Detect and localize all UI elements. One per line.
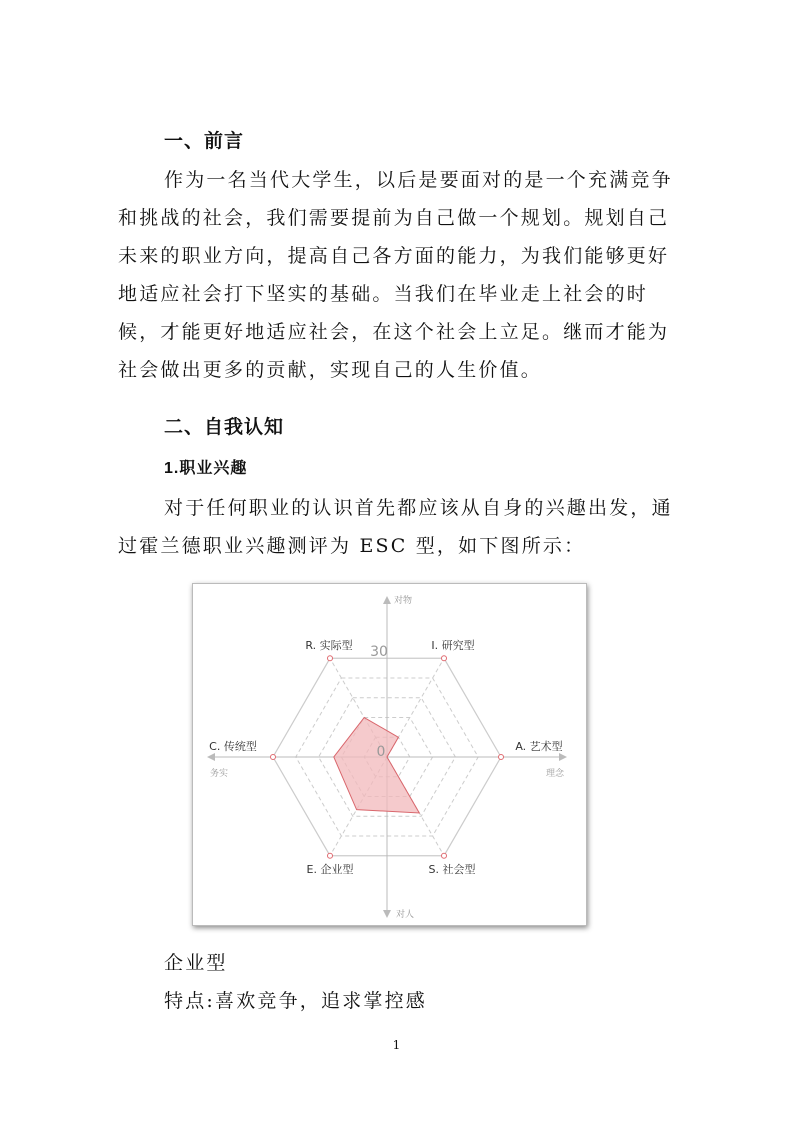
section-heading-preface: 一、前言 — [164, 130, 245, 152]
arrow-up-icon — [383, 596, 391, 604]
axis-label: R. 实际型 — [305, 639, 353, 652]
holland-radar-figure — [192, 583, 587, 926]
radar-chart — [193, 584, 586, 925]
interest-paragraph: 对于任何职业的认识首先都应该从自身的兴趣出发，通过霍兰德职业兴趣测评为 ESC 型，如下图所示： — [118, 497, 673, 557]
axis-label: S. 社会型 — [428, 863, 476, 876]
vertex-marker — [442, 656, 447, 661]
axis-label: E. 企业型 — [306, 863, 354, 876]
vertex-marker — [442, 853, 447, 858]
axis-label: C. 传统型 — [209, 740, 257, 753]
vertex-marker — [328, 656, 333, 661]
vertex-marker — [499, 755, 504, 760]
axis-label: A. 艺术型 — [515, 740, 563, 753]
section-heading-self-awareness: 二、自我认知 — [164, 416, 285, 438]
vertex-marker — [328, 853, 333, 858]
scale-label-max: 30 — [370, 644, 388, 660]
subheading-number: 1. — [164, 460, 180, 477]
direction-label: 对人 — [395, 910, 415, 920]
type-name: 企业型 — [164, 952, 228, 974]
preface-paragraph: 作为一名当代大学生，以后是要面对的是一个充满竞争和挑战的社会，我们需要提前为自己做一个规划。规划自己未来的职业方向，提高自己各方面的能力，为我们能够更好地适应社会打下坚实的基础。当我们在毕业走上社会的时候，才能更好地适应社会，在这个社会上立足。继而才能为社会做出更多的贡献，实现自己的人生价值。 — [118, 169, 673, 381]
direction-label: 务实 — [209, 769, 229, 779]
arrow-right-icon — [559, 753, 567, 761]
direction-label: 理念 — [545, 769, 565, 779]
direction-label: 对物 — [393, 596, 413, 606]
vertex-marker — [271, 755, 276, 760]
data-polygon — [334, 718, 420, 813]
type-traits: 特点:喜欢竞争，追求掌控感 — [164, 990, 428, 1012]
arrow-down-icon — [383, 910, 391, 918]
page-number: 1 — [392, 1038, 401, 1052]
scale-label-zero: 0 — [376, 744, 386, 760]
axis-label: I. 研究型 — [431, 639, 475, 652]
subheading-career-interest — [164, 455, 247, 478]
arrow-left-icon — [207, 753, 215, 761]
subheading-text: 职业兴趣 — [179, 458, 248, 477]
